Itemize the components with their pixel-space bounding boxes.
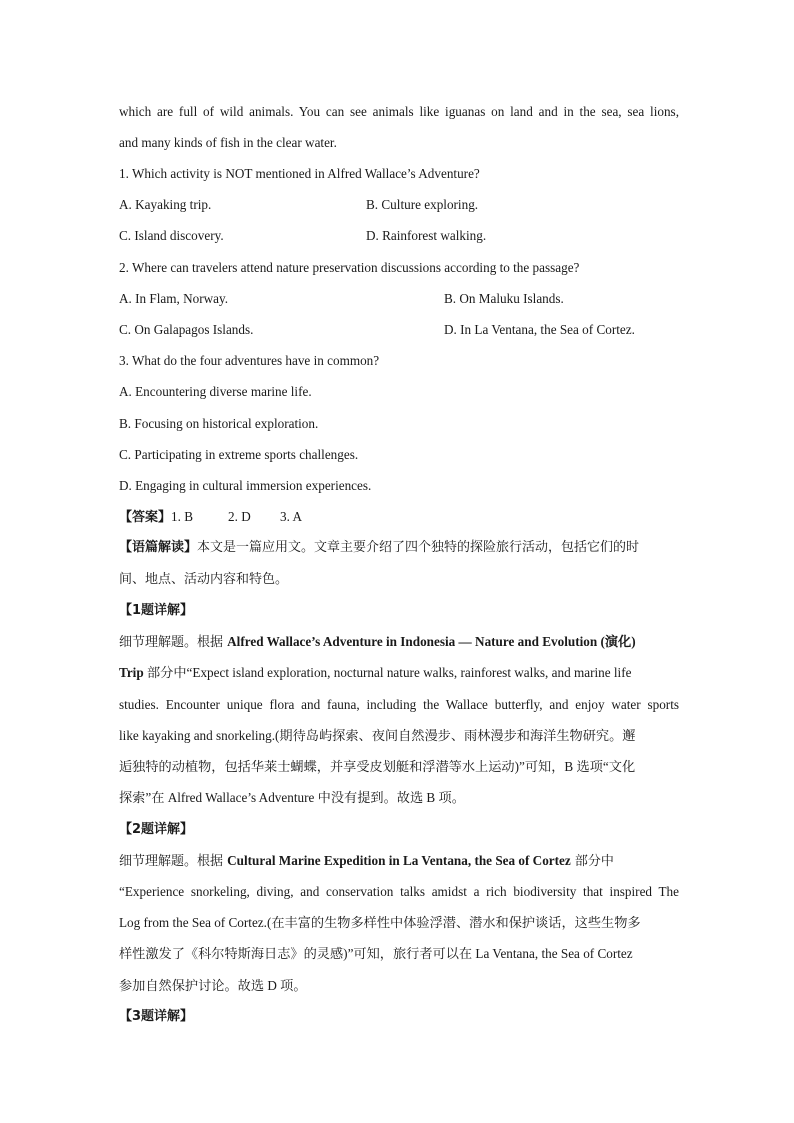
detail-2-section-title: Cultural Marine Expedition in La Ventana, the Sea of Cortez bbox=[227, 853, 571, 868]
question-2-option-d: D. In La Ventana, the Sea of Cortez. bbox=[444, 322, 635, 337]
detail-2-heading: 【2题详解】 bbox=[119, 822, 194, 837]
question-3-option-d: D. Engaging in cultural immersion experiences. bbox=[119, 478, 372, 493]
detail-1-section-title-end: Trip bbox=[119, 665, 144, 680]
detail-2-line bbox=[119, 853, 679, 870]
analysis-text: 本文是一篇应用文。文章主要介绍了四个独特的探险旅行活动，包括它们的时 bbox=[197, 540, 640, 555]
answer-label: 【答案】 bbox=[119, 510, 172, 525]
question-3-option-a: A. Encountering diverse marine life. bbox=[119, 384, 312, 399]
detail-1-heading: 【1题详解】 bbox=[119, 603, 194, 618]
question-1-stem: 1. Which activity is NOT mentioned in Alfred Wallace’s Adventure? bbox=[119, 166, 480, 181]
detail-1-line: 探索”在 Alfred Wallace’s Adventure 中没有提到。故选 B 项。 bbox=[119, 790, 465, 805]
detail-3-heading: 【3题详解】 bbox=[119, 1009, 194, 1024]
detail-2-line: 参加自然保护讨论。故选 D 项。 bbox=[119, 978, 307, 993]
question-3-stem: 3. What do the four adventures have in common? bbox=[119, 353, 380, 368]
detail-1-line: studies. Encounter unique flora and fauna, including the Wallace butterfly, and enjoy water sports bbox=[119, 697, 679, 712]
detail-2-line: Log from the Sea of Cortez.(在丰富的生物多样性中体验浮潜、潜水和保护谈话，这些生物多 bbox=[119, 915, 641, 930]
detail-1-line: like kayaking and snorkeling.(期待岛屿探索、夜间自然漫步、雨林漫步和海洋生物研究。邂 bbox=[119, 728, 636, 743]
detail-2-suffix: 部分中 bbox=[570, 854, 614, 869]
detail-1-line bbox=[119, 634, 679, 651]
question-1-option-c: C. Island discovery. bbox=[119, 228, 224, 243]
question-1-option-b: B. Culture exploring. bbox=[366, 197, 479, 212]
question-2-option-c: C. On Galapagos Islands. bbox=[119, 322, 254, 337]
detail-1-section-title: Alfred Wallace’s Adventure in Indonesia — Nature and Evolution (演化) bbox=[227, 634, 636, 649]
detail-2-line: “Experience snorkeling, diving, and conservation talks amidst a rich biodiversity that inspired The bbox=[119, 884, 679, 899]
detail-2-prefix: 细节理解题。根据 bbox=[119, 854, 228, 869]
detail-1-prefix: 细节理解题。根据 bbox=[119, 635, 228, 650]
detail-1-quote-start: 部分中“Expect island exploration, nocturnal nature walks, rainforest walks, and marine life bbox=[143, 665, 632, 680]
analysis-line-2: 间、地点、活动内容和特色。 bbox=[119, 572, 289, 587]
analysis-line bbox=[119, 540, 679, 556]
detail-1-line: 逅独特的动植物，包括华莱士蝴蝶，并享受皮划艇和浮潜等水上运动)”可知，B 选项“文化 bbox=[119, 759, 636, 774]
detail-2-line: 样性激发了《科尔特斯海日志》的灵感)”可知，旅行者可以在 La Ventana, the Sea of Cortez bbox=[119, 946, 633, 961]
answer-line bbox=[119, 509, 193, 526]
question-2-option-b: B. On Maluku Islands. bbox=[444, 291, 564, 306]
question-3-option-c: C. Participating in extreme sports challenges. bbox=[119, 447, 359, 462]
question-3-option-b: B. Focusing on historical exploration. bbox=[119, 416, 319, 431]
detail-1-line bbox=[119, 665, 679, 681]
passage-line: which are full of wild animals. You can see animals like iguanas on land and in the sea, sea lions, bbox=[119, 104, 679, 119]
question-1-option-d: D. Rainforest walking. bbox=[366, 228, 487, 243]
answer-3: 3. A bbox=[280, 509, 302, 524]
passage-line: and many kinds of fish in the clear water. bbox=[119, 135, 337, 150]
answer-1: 1. B bbox=[171, 509, 193, 524]
analysis-label: 【语篇解读】 bbox=[119, 540, 198, 555]
answer-2: 2. D bbox=[228, 509, 251, 524]
question-2-stem: 2. Where can travelers attend nature preservation discussions according to the passage? bbox=[119, 260, 580, 275]
question-1-option-a: A. Kayaking trip. bbox=[119, 197, 212, 212]
question-2-option-a: A. In Flam, Norway. bbox=[119, 291, 229, 306]
